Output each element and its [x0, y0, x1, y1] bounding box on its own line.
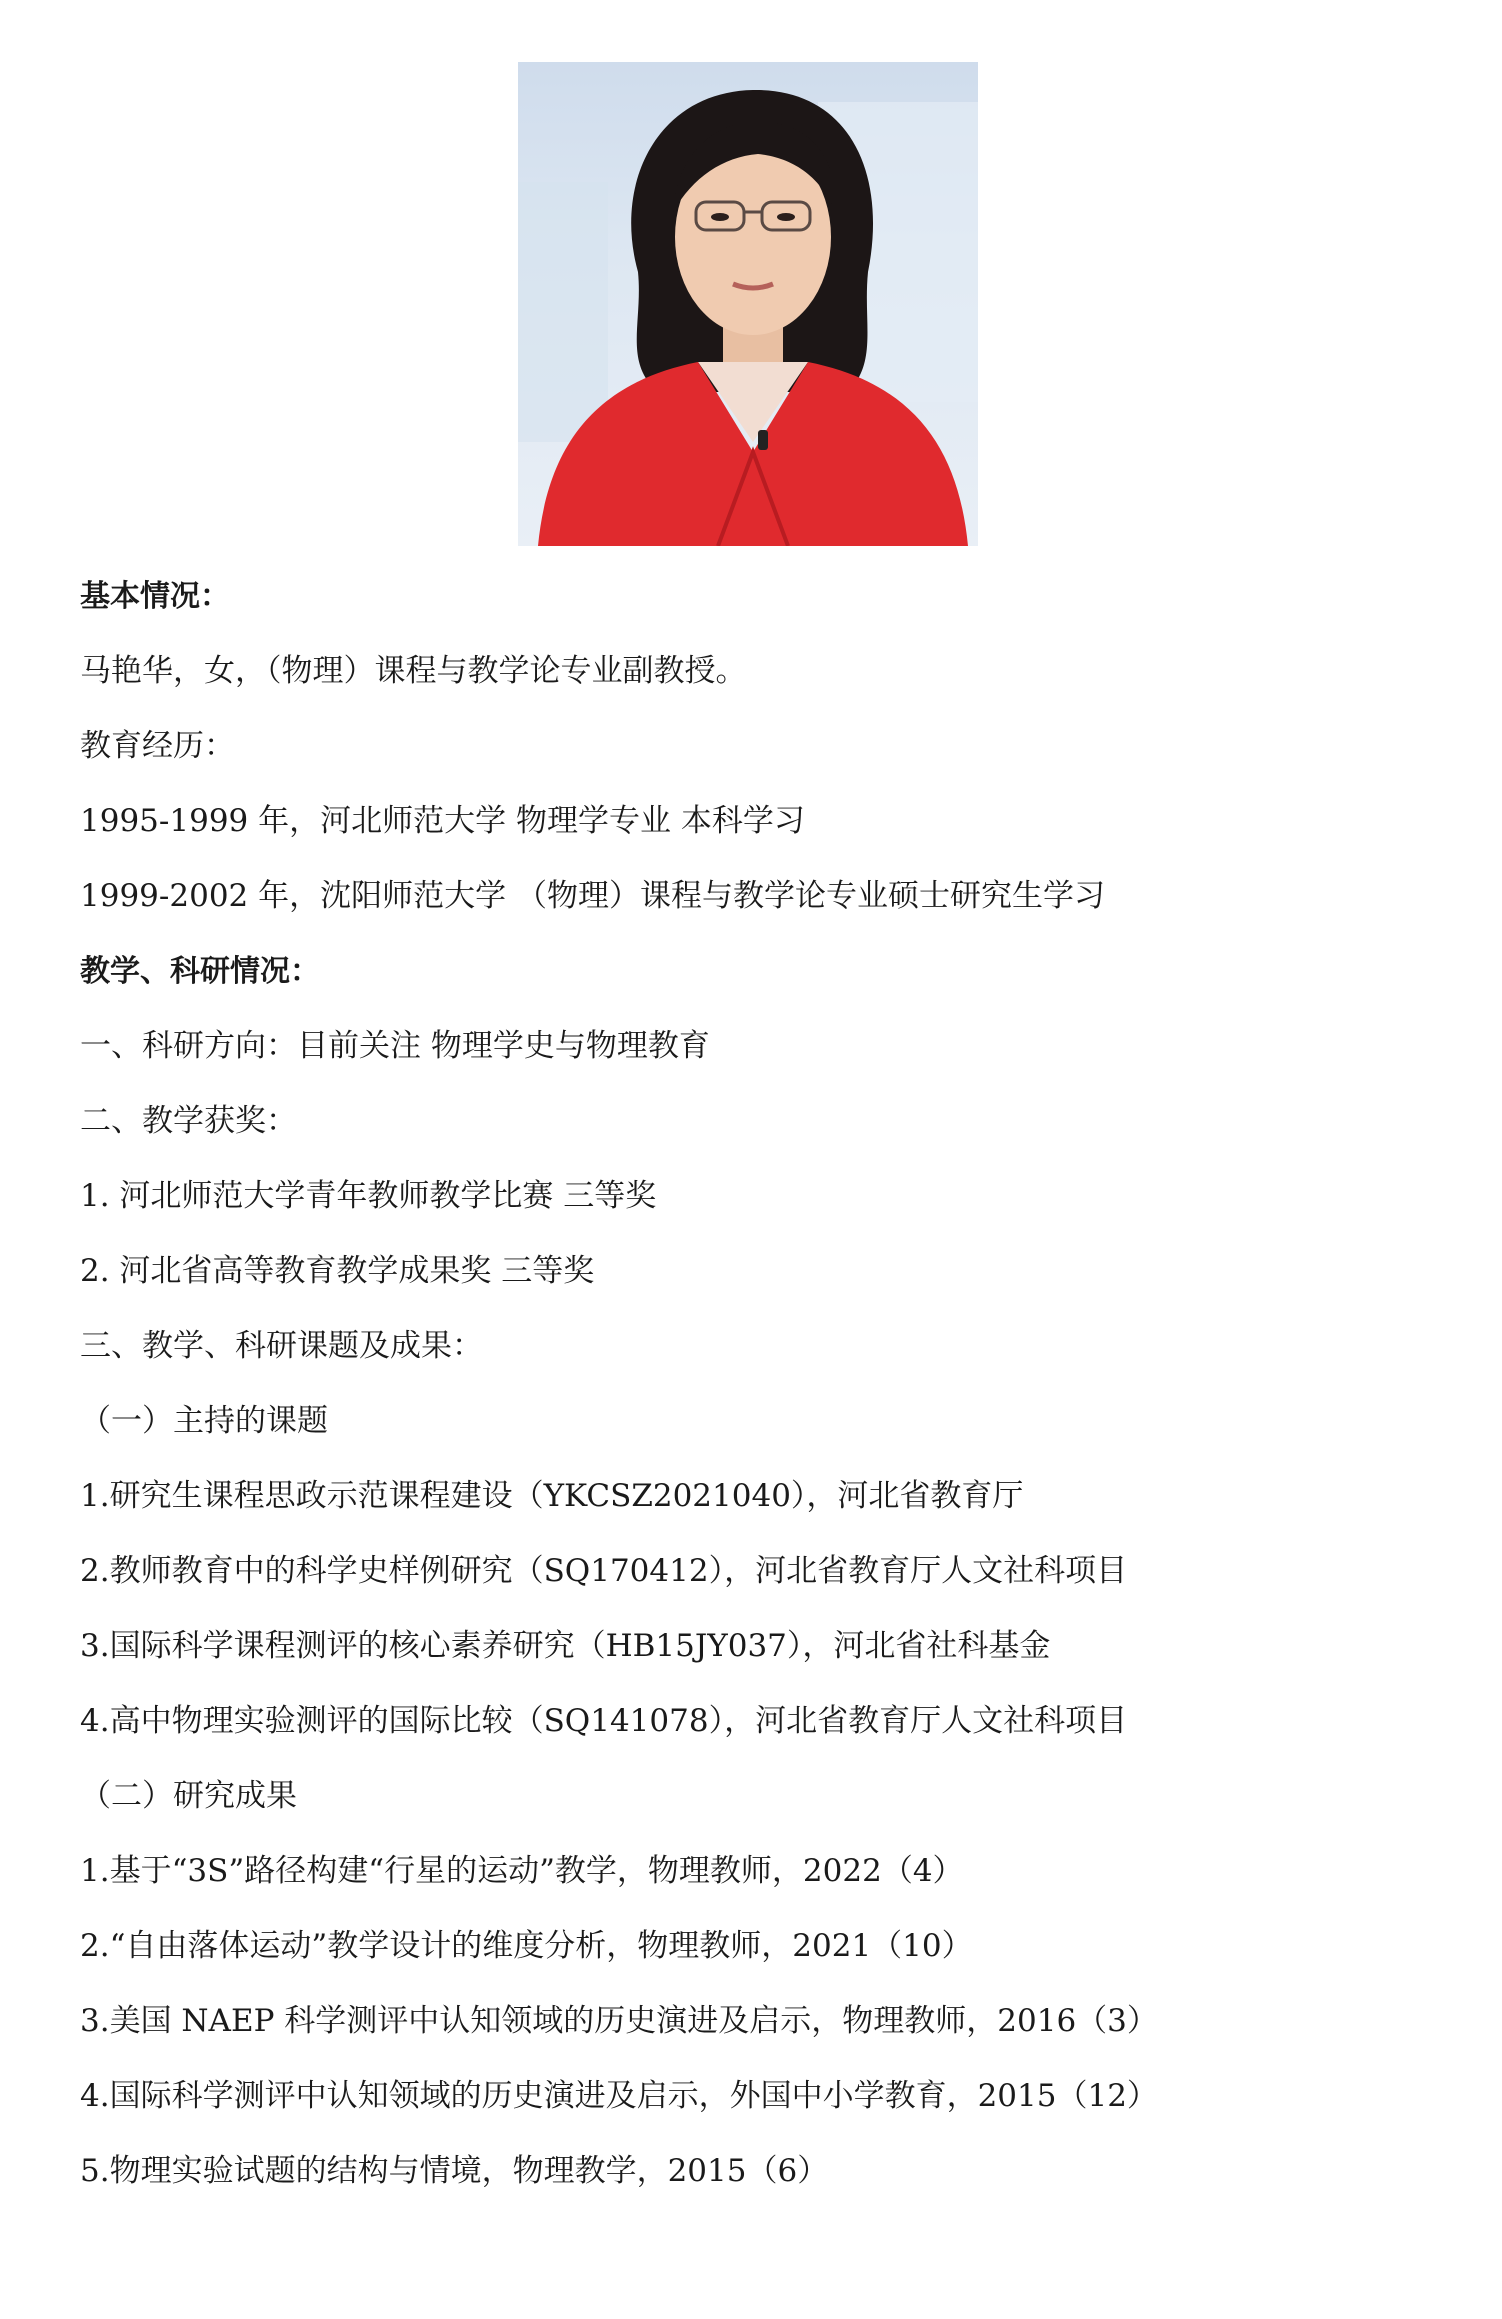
- section-heading-teaching: 教学、科研情况：: [80, 954, 320, 989]
- text-line: 1995-1999 年，河北师范大学 物理学专业 本科学习: [80, 803, 805, 839]
- profile-text: [80, 570, 1440, 2220]
- section-heading-basic: 基本情况：: [80, 579, 230, 614]
- text-line: 2.“自由落体运动”教学设计的维度分析，物理教师，2021（10）: [80, 1928, 973, 1964]
- text-line: 二、教学获奖：: [80, 1103, 297, 1139]
- text-line: 一、科研方向：目前关注 物理学史与物理教育: [80, 1028, 710, 1064]
- text-line: 1.基于“3S”路径构建“行星的运动”教学，物理教师，2022（4）: [80, 1853, 964, 1889]
- text-line: 1.研究生课程思政示范课程建设（YKCSZ2021040），河北省教育厅: [80, 1478, 1024, 1514]
- text-line: （二）研究成果: [80, 1778, 297, 1814]
- text-line: 4.高中物理实验测评的国际比较（SQ141078），河北省教育厅人文社科项目: [80, 1703, 1128, 1739]
- text-line: 4.国际科学测评中认知领域的历史演进及启示，外国中小学教育，2015（12）: [80, 2078, 1158, 2114]
- text-line: 2. 河北省高等教育教学成果奖 三等奖: [80, 1253, 595, 1289]
- text-line: 3.美国 NAEP 科学测评中认知领域的历史演进及启示，物理教师，2016（3）: [80, 2003, 1158, 2039]
- portrait-illustration: [518, 62, 978, 546]
- text-line: 1999-2002 年，沈阳师范大学 （物理）课程与教学论专业硕士研究生学习: [80, 878, 1105, 914]
- text-line: 教育经历：: [80, 728, 235, 764]
- text-line: 2.教师教育中的科学史样例研究（SQ170412），河北省教育厅人文社科项目: [80, 1553, 1128, 1589]
- profile-photo: [518, 62, 978, 546]
- text-line: 5.物理实验试题的结构与情境，物理教学，2015（6）: [80, 2153, 829, 2189]
- text-line: 1. 河北师范大学青年教师教学比赛 三等奖: [80, 1178, 657, 1214]
- text-line: 三、教学、科研课题及成果：: [80, 1328, 483, 1364]
- text-line: （一）主持的课题: [80, 1403, 328, 1439]
- text-line: 马艳华，女，（物理）课程与教学论专业副教授。: [80, 653, 747, 689]
- text-line: 3.国际科学课程测评的核心素养研究（HB15JY037），河北省社科基金: [80, 1628, 1051, 1664]
